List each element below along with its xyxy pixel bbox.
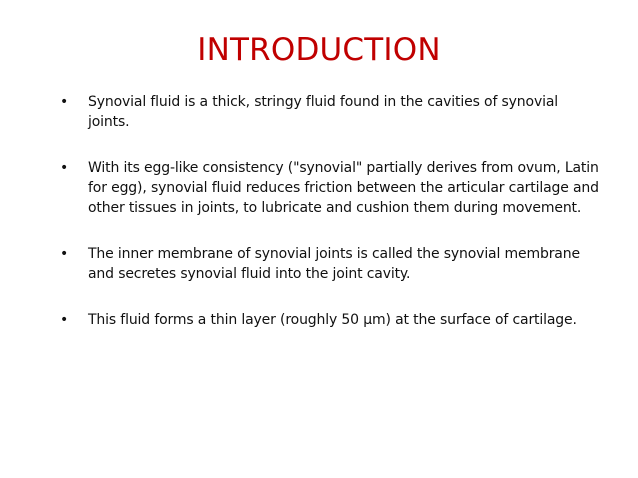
bullet-icon: • [60,160,69,176]
list-item [60,92,600,132]
bullet-text: This fluid forms a thin layer (roughly 50 µm) at the surface of cartilage. [88,312,577,328]
bullet-icon: • [60,312,69,328]
bullet-text: Synovial fluid is a thick, stringy fluid found in the cavities of synovial joints. [88,94,558,130]
bullet-icon: • [60,94,69,110]
list-item [60,158,600,218]
bullet-list [60,92,600,330]
bullet-icon: • [60,246,69,262]
bullet-text: The inner membrane of synovial joints is called the synovial membrane and secretes synovial fluid into the joint cavity. [88,246,580,282]
bullet-text: With its egg-like consistency ("synovial" partially derives from ovum, Latin for egg), synovial fluid reduces friction between the articular cartilage and other tissues in joints, to lubricate and cushion them during movement. [88,160,599,216]
list-item [60,244,600,284]
slide-title: INTRODUCTION [197,32,441,68]
list-item [60,310,600,330]
